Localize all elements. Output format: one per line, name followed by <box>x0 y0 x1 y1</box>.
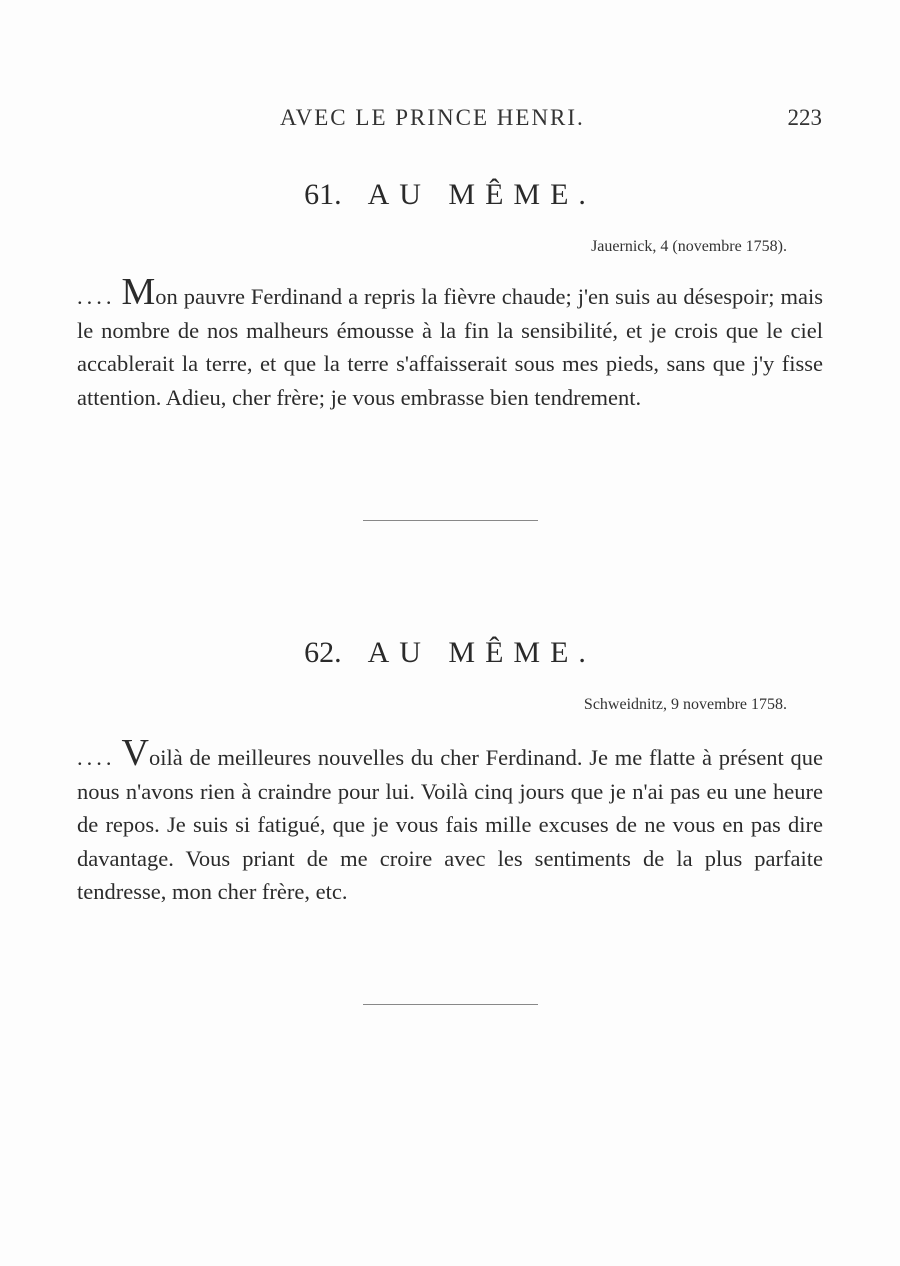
letter-title: AU MÊME. <box>367 178 596 211</box>
ellipsis: .... <box>77 284 116 309</box>
letter-number: 61. <box>304 178 342 211</box>
letter-heading-61 <box>0 178 900 212</box>
letter-text: oilà de meilleures nouvelles du cher Ferdinand. Je me flatte à présent que nous n'avons rien à craindre pour lui. Voilà cinq jours que je n'ai pas eu une heure de repos. Je suis si fatigué, que je vous fais mille excuses de ne vous en pas dire davantage. Vous priant de me croire avec les sentiments de la plus parfaite tendresse, mon cher frère, etc. <box>77 745 823 904</box>
letter-body-62 <box>77 732 823 909</box>
letter-heading-62 <box>0 636 900 670</box>
section-divider <box>363 520 538 521</box>
dateline-61: Jauernick, 4 (novembre 1758). <box>591 238 787 255</box>
running-title: AVEC LE PRINCE HENRI. <box>280 105 585 130</box>
section-divider <box>363 1004 538 1005</box>
letter-title: AU MÊME. <box>367 636 596 669</box>
running-head <box>0 105 900 135</box>
letter-text: on pauvre Ferdinand a repris la fièvre chaude; j'en suis au désespoir; mais le nombre de nos malheurs émousse à la fin la sensibilité, et je crois que le ciel accablerait la terre, et que la terre s'affaisserait sous mes pieds, sans que j'y fisse attention. Adieu, cher frère; je vous embrasse bien tendrement. <box>77 284 823 410</box>
initial-letter: V <box>121 732 149 774</box>
page-number: 223 <box>787 105 822 130</box>
ellipsis: .... <box>77 745 116 770</box>
initial-letter: M <box>121 271 156 313</box>
letter-body-61 <box>77 271 823 414</box>
dateline-62: Schweidnitz, 9 novembre 1758. <box>583 696 787 713</box>
letter-number: 62. <box>304 636 342 669</box>
